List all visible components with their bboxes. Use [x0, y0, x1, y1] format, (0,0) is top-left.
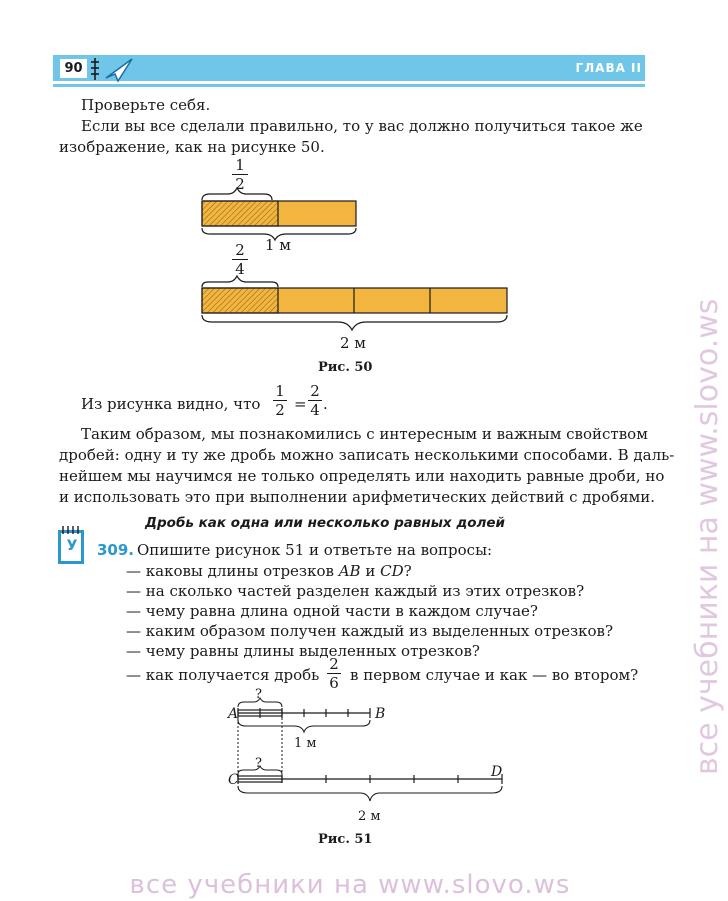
fig51-label-a: A — [228, 706, 239, 722]
task-question-2: — на сколько частей разделен каждый из этих отрезков? — [126, 582, 585, 600]
intro-line-2: Если вы все сделали правильно, то у вас должно получиться такое же — [81, 117, 643, 135]
fig50-fraction-bottom: 2 4 — [232, 242, 248, 277]
header-rule — [53, 84, 645, 87]
equation-fraction-1: 1 2 — [273, 383, 287, 418]
task-question-1: — каковы длины отрезков AB и CD? — [126, 562, 412, 580]
fig51-label-1m: 1 м — [294, 736, 317, 751]
task-number-label: 309. — [97, 541, 135, 559]
fig50-caption: Рис. 50 — [318, 360, 373, 375]
task-question-6-end: в первом случае и как — во втором? — [350, 666, 639, 684]
equation-fraction-2: 2 4 — [308, 383, 322, 418]
intro-line-3: изображение, как на рисунке 50. — [59, 138, 325, 156]
header-bar — [53, 55, 645, 81]
equation-text: Из рисунка видно, что — [81, 395, 261, 413]
fig50-brace-top — [202, 188, 272, 200]
fig51-label-b: B — [375, 706, 386, 722]
fig50-hatched-half — [202, 201, 278, 226]
paragraph-line-3: нейшем мы научимся не только определять или находить равные дроби, но — [59, 467, 665, 485]
paragraph-line-1: Таким образом, мы познакомились с интересным и важным свойством — [81, 425, 648, 443]
fig50-label-1m: 1 м — [265, 236, 291, 254]
fig51-diagram — [220, 680, 520, 830]
fig51-label-2m: 2 м — [358, 809, 381, 824]
intro-line-1: Проверьте себя. — [81, 96, 211, 114]
task-badge-letter: У — [66, 538, 78, 554]
paragraph-line-4: и использовать это при выполнении арифметических действий с дробями. — [59, 488, 656, 506]
task-question-4: — каким образом получен каждый из выделенных отрезков? — [126, 622, 614, 640]
page-number: 90 — [64, 61, 83, 76]
fig51-caption: Рис. 51 — [318, 832, 373, 847]
paper-plane-icon — [88, 54, 138, 84]
fig50-brace-2m — [202, 315, 507, 330]
task-number — [97, 540, 134, 561]
watermark-bottom: все учебники на www.slovo.ws — [129, 870, 571, 900]
equation-period: . — [323, 395, 328, 413]
task-question-3: — чему равна длина одной части в каждом случае? — [126, 602, 538, 620]
fig51-question-bottom: ? — [255, 756, 262, 771]
equation-equals: = — [294, 395, 307, 413]
fig50-label-2m: 2 м — [340, 334, 366, 352]
section-title: Дробь как одна или несколько равных долей — [145, 515, 506, 531]
fig51-question-top: ? — [255, 687, 262, 702]
task-fraction: 2 6 — [327, 656, 341, 691]
paragraph-line-2: дробей: одну и ту же дробь можно записать несколькими способами. В даль- — [59, 446, 675, 464]
fig51-label-d: D — [491, 764, 503, 780]
task-question-5: — чему равны длины выделенных отрезков? — [126, 642, 480, 660]
watermark-side: все учебники на www.slovo.ws — [690, 298, 725, 775]
chapter-title: ГЛАВА II — [575, 61, 642, 75]
task-intro: Опишите рисунок 51 и ответьте на вопросы: — [137, 541, 493, 559]
fig51-label-c: C — [228, 772, 239, 788]
task-question-6-start: — как получается дробь — [126, 666, 320, 684]
fig50-fraction-top: 1 2 — [232, 157, 248, 192]
fig50-hatched-quarter — [202, 288, 278, 313]
